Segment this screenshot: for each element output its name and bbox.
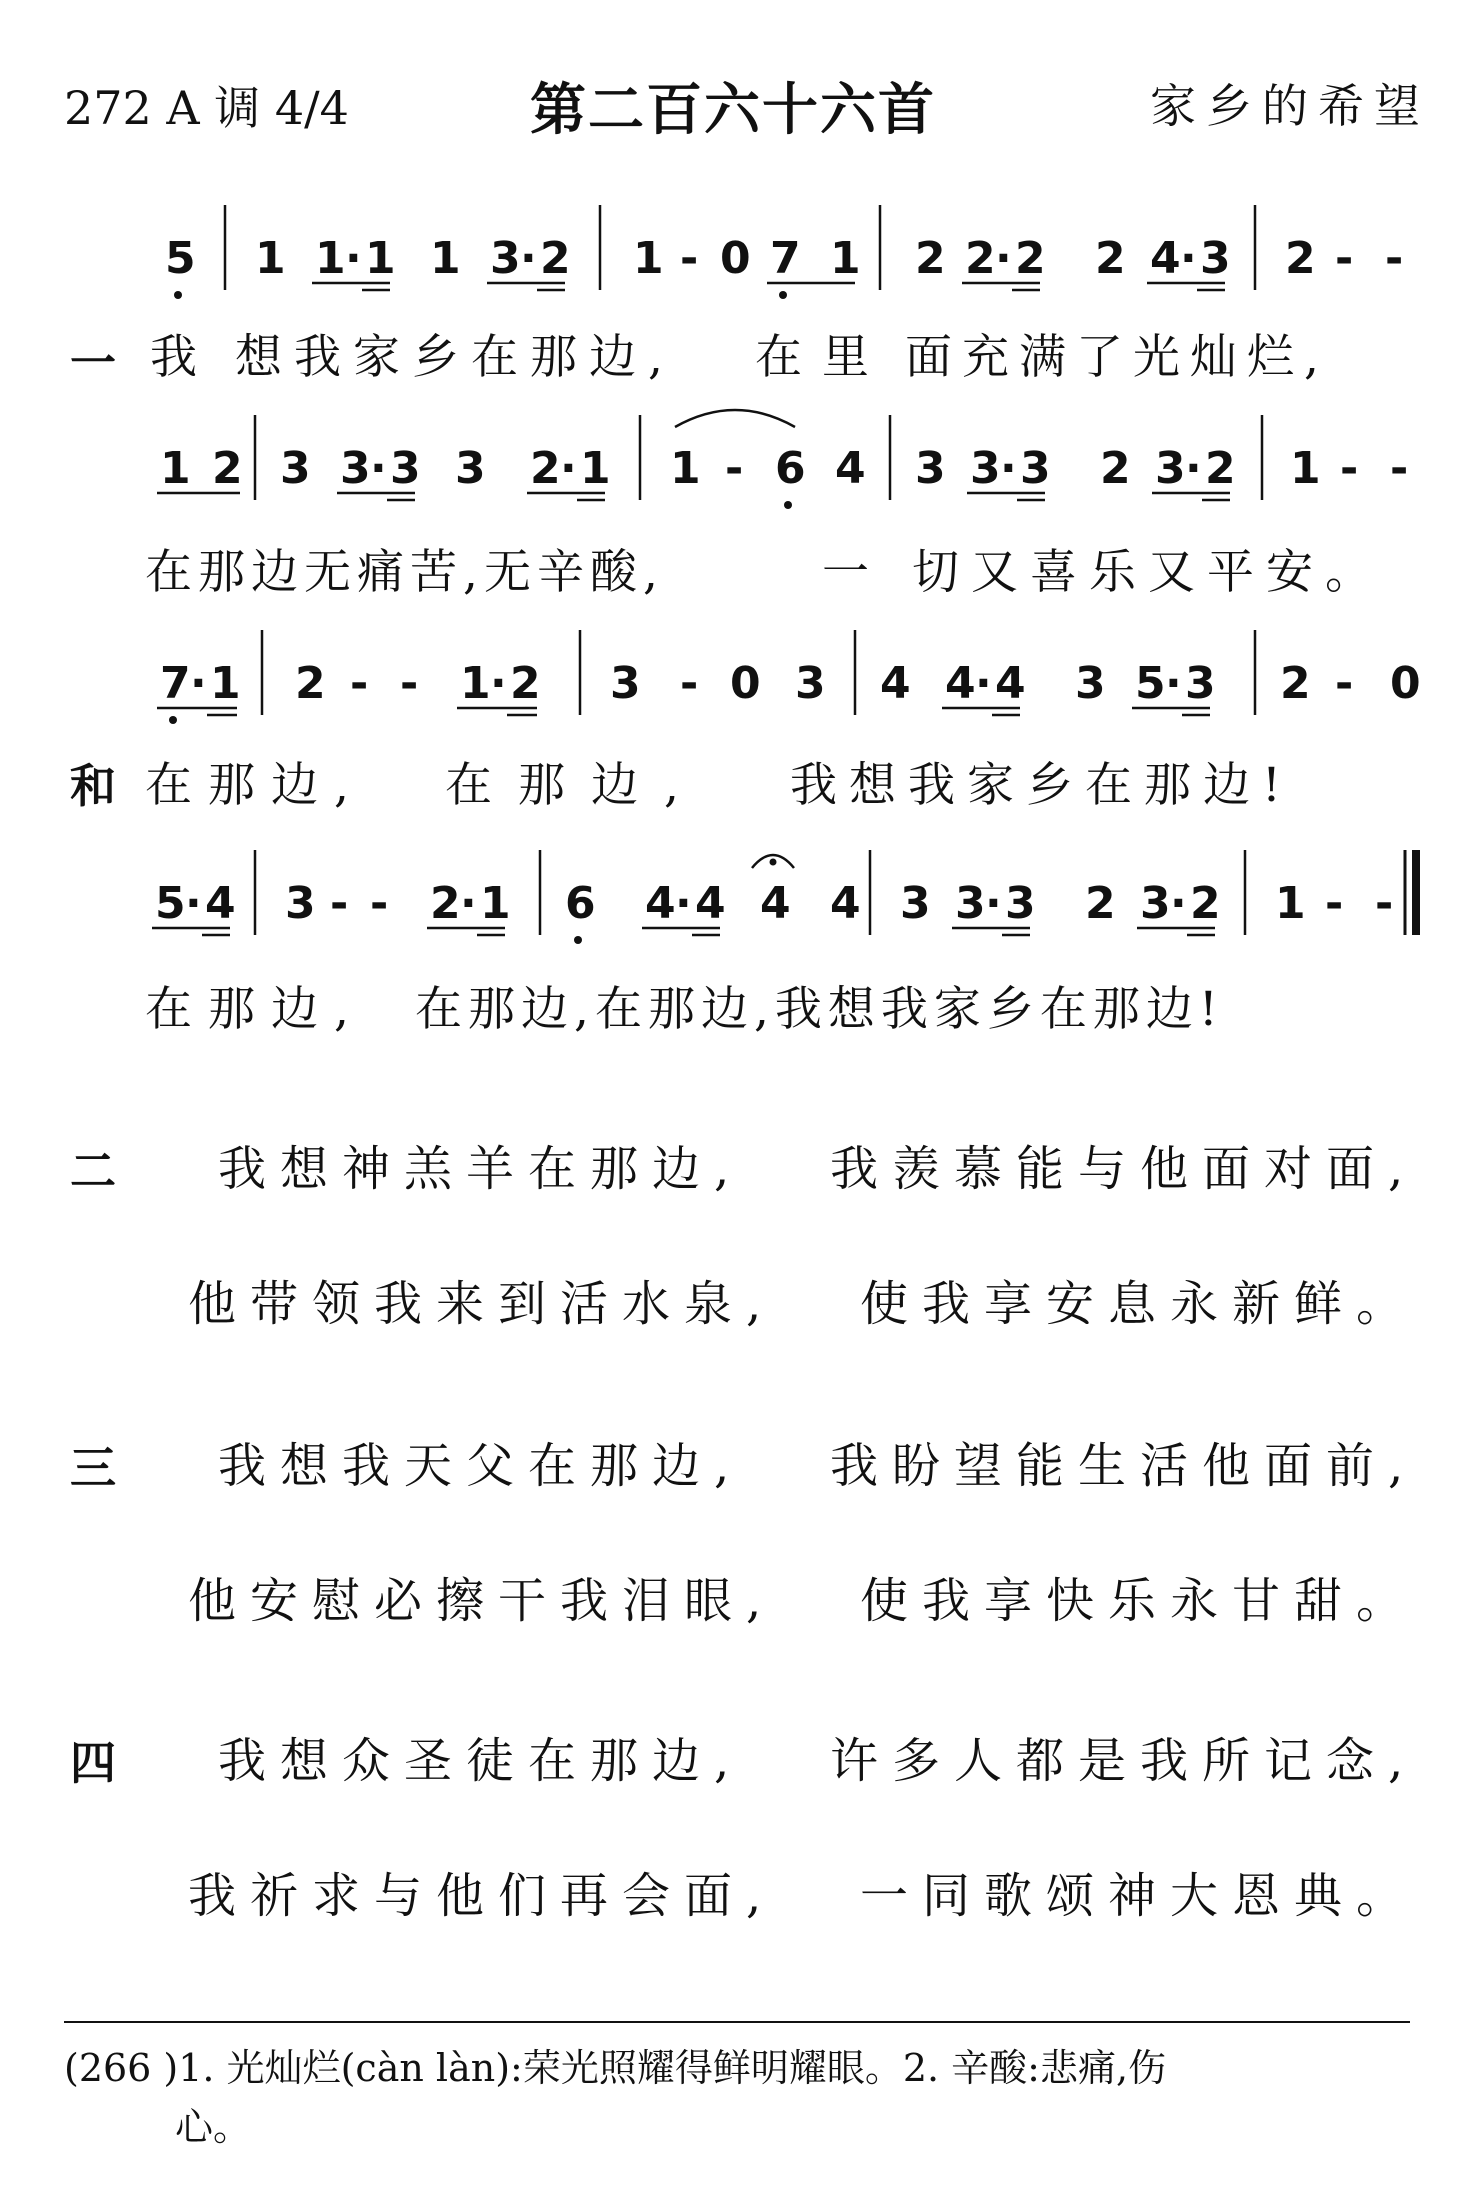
lyric-4b: 在那边,在那边,我想我家乡在那边! [415, 982, 1224, 1037]
svg-text:·: · [370, 443, 387, 494]
notation-row-1 [0, 195, 1470, 305]
note: 1 [830, 233, 861, 284]
svg-text:4: 4 [760, 878, 791, 929]
svg-text:2: 2 [430, 878, 461, 929]
tie-arc [675, 410, 795, 427]
lyric-1d: 面充满了光灿烂, [905, 330, 1329, 385]
svg-text:3: 3 [1005, 878, 1036, 929]
note: 2 [915, 233, 946, 284]
svg-text:1: 1 [160, 443, 191, 494]
notation-row-3 [0, 620, 1470, 730]
note: 5 [165, 233, 196, 284]
svg-text:-: - [1385, 233, 1404, 284]
dot: · [1180, 233, 1197, 284]
svg-text:3: 3 [340, 443, 371, 494]
svg-text:1: 1 [460, 658, 491, 709]
svg-text:2: 2 [1280, 658, 1311, 709]
svg-text:-: - [350, 658, 369, 709]
svg-text:0: 0 [730, 658, 761, 709]
notation-row-4 [0, 840, 1470, 950]
dot: · [995, 233, 1012, 284]
dash: - [680, 233, 699, 284]
note: 1 [255, 233, 286, 284]
svg-text:4: 4 [695, 878, 726, 929]
refrain-label: 和 [70, 759, 116, 813]
hymn-number-key-meter: 272 A 调 4/4 [64, 81, 349, 135]
svg-text:1: 1 [1275, 878, 1306, 929]
note: 4 [1150, 233, 1181, 284]
svg-text:3: 3 [1020, 443, 1051, 494]
svg-text:·: · [1000, 443, 1017, 494]
svg-text:·: · [1165, 658, 1182, 709]
svg-text:2: 2 [1085, 878, 1116, 929]
svg-text:3: 3 [455, 443, 486, 494]
svg-text:4: 4 [205, 878, 236, 929]
svg-text:3: 3 [795, 658, 826, 709]
svg-text:-: - [370, 878, 389, 929]
svg-text:3: 3 [1075, 658, 1106, 709]
svg-text:3: 3 [1185, 658, 1216, 709]
verse-line: 我羡慕能与他面对面, [830, 1141, 1418, 1197]
svg-text:-: - [1340, 443, 1359, 494]
svg-text:4: 4 [645, 878, 676, 929]
note: 2 [1095, 233, 1126, 284]
svg-text:4: 4 [945, 658, 976, 709]
note: 3 [1200, 233, 1231, 284]
svg-text:·: · [460, 878, 477, 929]
dot: · [520, 233, 537, 284]
note: 2 [1015, 233, 1046, 284]
lyric-1b: 想我家乡在那边, [235, 330, 675, 385]
lyric-3a: 在那边, [145, 758, 365, 813]
lyric-3b: 在那边, [445, 758, 705, 813]
svg-text:3: 3 [1155, 443, 1186, 494]
svg-text:4: 4 [830, 878, 861, 929]
dot: · [345, 233, 362, 284]
note: 2 [1285, 233, 1316, 284]
note: 2 [965, 233, 996, 284]
verse-line: 我想众圣徒在那边, [218, 1733, 744, 1789]
svg-text:4: 4 [995, 658, 1026, 709]
svg-text:5: 5 [1135, 658, 1166, 709]
low-octave-dot [784, 501, 792, 509]
svg-text:-: - [1375, 878, 1394, 929]
svg-text:2: 2 [295, 658, 326, 709]
note: 3 [490, 233, 521, 284]
svg-text:-: - [1390, 443, 1409, 494]
note: 7 [770, 233, 801, 284]
svg-text:1: 1 [670, 443, 701, 494]
verse-number: 二 [70, 1144, 116, 1198]
verse-line: 我盼望能生活他面前, [830, 1438, 1418, 1494]
verse-line: 他带领我来到活水泉, [188, 1276, 776, 1332]
note: 2 [540, 233, 571, 284]
verse-line: 我想神羔羊在那边, [218, 1141, 744, 1197]
svg-text:3: 3 [280, 443, 311, 494]
svg-text:·: · [1185, 443, 1202, 494]
verse-line: 他安慰必擦干我泪眼, [188, 1573, 776, 1629]
svg-text:1: 1 [580, 443, 611, 494]
svg-text:3: 3 [955, 878, 986, 929]
svg-text:2: 2 [212, 443, 243, 494]
note: 1 [315, 233, 346, 284]
svg-text:·: · [490, 658, 507, 709]
note: 1 [430, 233, 461, 284]
svg-text:·: · [985, 878, 1002, 929]
svg-text:-: - [725, 443, 744, 494]
footnote-divider [64, 2021, 1410, 2023]
svg-text:-: - [680, 658, 699, 709]
svg-text:3: 3 [970, 443, 1001, 494]
lyric-1a: 我 [150, 330, 209, 385]
svg-text:·: · [975, 658, 992, 709]
verse-line: 我祈求与他们再会面, [188, 1868, 776, 1924]
svg-text:2: 2 [1205, 443, 1236, 494]
footnote: (266 )1. 光灿烂(càn làn):荣光照耀得鲜明耀眼。2. 辛酸:悲痛,伤 [64, 2046, 1167, 2090]
low-octave-dot [169, 716, 177, 724]
svg-text:3: 3 [610, 658, 641, 709]
footnote-continuation: 心。 [175, 2105, 252, 2149]
svg-text:3: 3 [285, 878, 316, 929]
verse-line: 一同歌颂神大恩典。 [860, 1868, 1419, 1924]
svg-text:2: 2 [530, 443, 561, 494]
lyric-2c: 切又喜乐又平安。 [912, 545, 1384, 600]
verse-line: 我想我天父在那边, [218, 1438, 744, 1494]
lyric-2b: 一 [822, 545, 869, 600]
svg-text:5: 5 [155, 878, 186, 929]
page-title: 第二百六十六首 [530, 77, 936, 143]
svg-text:-: - [1325, 878, 1344, 929]
svg-text:4: 4 [880, 658, 911, 709]
note: 1 [633, 233, 664, 284]
verse-line: 使我享快乐永甘甜。 [860, 1573, 1419, 1629]
svg-text:1: 1 [480, 878, 511, 929]
lyric-4a: 在那边, [145, 982, 365, 1037]
svg-text:3: 3 [900, 878, 931, 929]
svg-text:2: 2 [1100, 443, 1131, 494]
svg-text:-: - [1335, 233, 1354, 284]
svg-text:·: · [560, 443, 577, 494]
svg-text:7: 7 [160, 658, 191, 709]
svg-text:0: 0 [1390, 658, 1421, 709]
svg-text:·: · [1170, 878, 1187, 929]
svg-text:4: 4 [835, 443, 866, 494]
verse-number: 三 [70, 1441, 116, 1495]
verse-label-1: 一 [70, 336, 116, 390]
svg-text:3: 3 [1140, 878, 1171, 929]
hymn-subtitle: 家乡的希望 [1150, 79, 1430, 133]
low-octave-dot [174, 291, 182, 299]
svg-text:·: · [675, 878, 692, 929]
lyric-2a: 在那边无痛苦,无辛酸, [145, 545, 664, 600]
lyric-1c: 在里 [755, 330, 889, 385]
svg-text:6: 6 [775, 443, 806, 494]
svg-text:3: 3 [915, 443, 946, 494]
svg-text:1: 1 [1290, 443, 1321, 494]
note: 1 [365, 233, 396, 284]
lyric-3c: 我想我家乡在那边! [790, 758, 1293, 813]
low-octave-dot [574, 936, 582, 944]
svg-text:2: 2 [510, 658, 541, 709]
svg-text:6: 6 [565, 878, 596, 929]
svg-text:2: 2 [1190, 878, 1221, 929]
notation-row-2 [0, 405, 1470, 515]
verse-number: 四 [70, 1736, 116, 1790]
svg-text:-: - [400, 658, 419, 709]
svg-text:-: - [330, 878, 349, 929]
svg-text:·: · [185, 878, 202, 929]
verse-line: 许多人都是我所记念, [830, 1733, 1418, 1789]
svg-text:-: - [1335, 658, 1354, 709]
svg-text:3: 3 [390, 443, 421, 494]
low-octave-dot [779, 291, 787, 299]
note: 0 [720, 233, 751, 284]
verse-line: 使我享安息永新鲜。 [860, 1276, 1419, 1332]
svg-text:·: · [190, 658, 207, 709]
svg-text:1: 1 [210, 658, 241, 709]
